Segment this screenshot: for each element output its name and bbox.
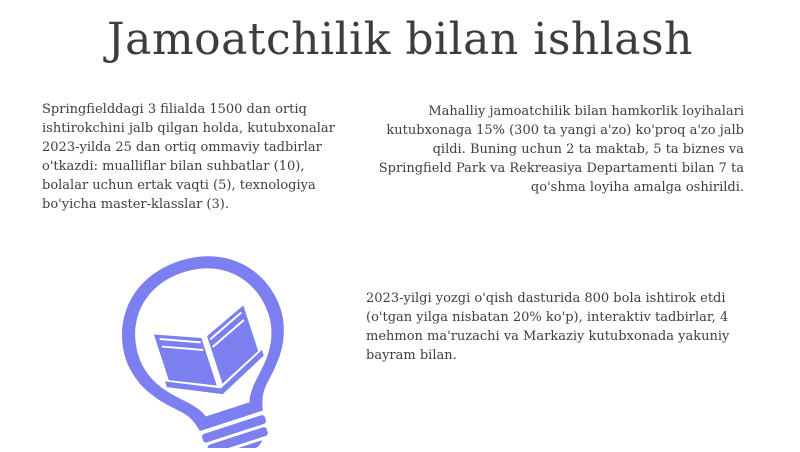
- slide-title: Jamoatchilik bilan ishlash: [107, 14, 693, 65]
- paragraph-events: Springfielddagi 3 filialda 1500 dan ortiq ishtirokchini jalb qilgan holda, kutubxonalar 2023-yilda 25 dan ortiq ommaviy tadbirlar o'tkazdi: mualliflar bilan suhbatlar (10), bolalar uchun ertak vaqti (5), texnologiya bo'yicha master-klasslar (3).: [42, 102, 335, 212]
- paragraph-summer-reading: 2023-yilgi yozgi o'qish dasturida 800 bola ishtirok etdi (o'tgan yilga nisbatan 20% ko'p), interaktiv tadbirlar, 4 mehmon ma'ruzachi va Markaziy kutubxonada yakuniy bayram bilan.: [366, 291, 730, 363]
- bulb-inner: [118, 251, 292, 430]
- lightbulb-book-icon: [96, 248, 326, 448]
- paragraph-partnerships: Mahalliy jamoatchilik bilan hamkorlik loyihalari kutubxonaga 15% (300 ta yangi a'zo) ko'proq a'zo jalb qildi. Buning uchun 2 ta maktab, 5 ta biznes va Springfield Park va Rekreasiya Departamenti bilan 7 ta qo'shma loyiha amalga oshirildi.: [378, 104, 744, 195]
